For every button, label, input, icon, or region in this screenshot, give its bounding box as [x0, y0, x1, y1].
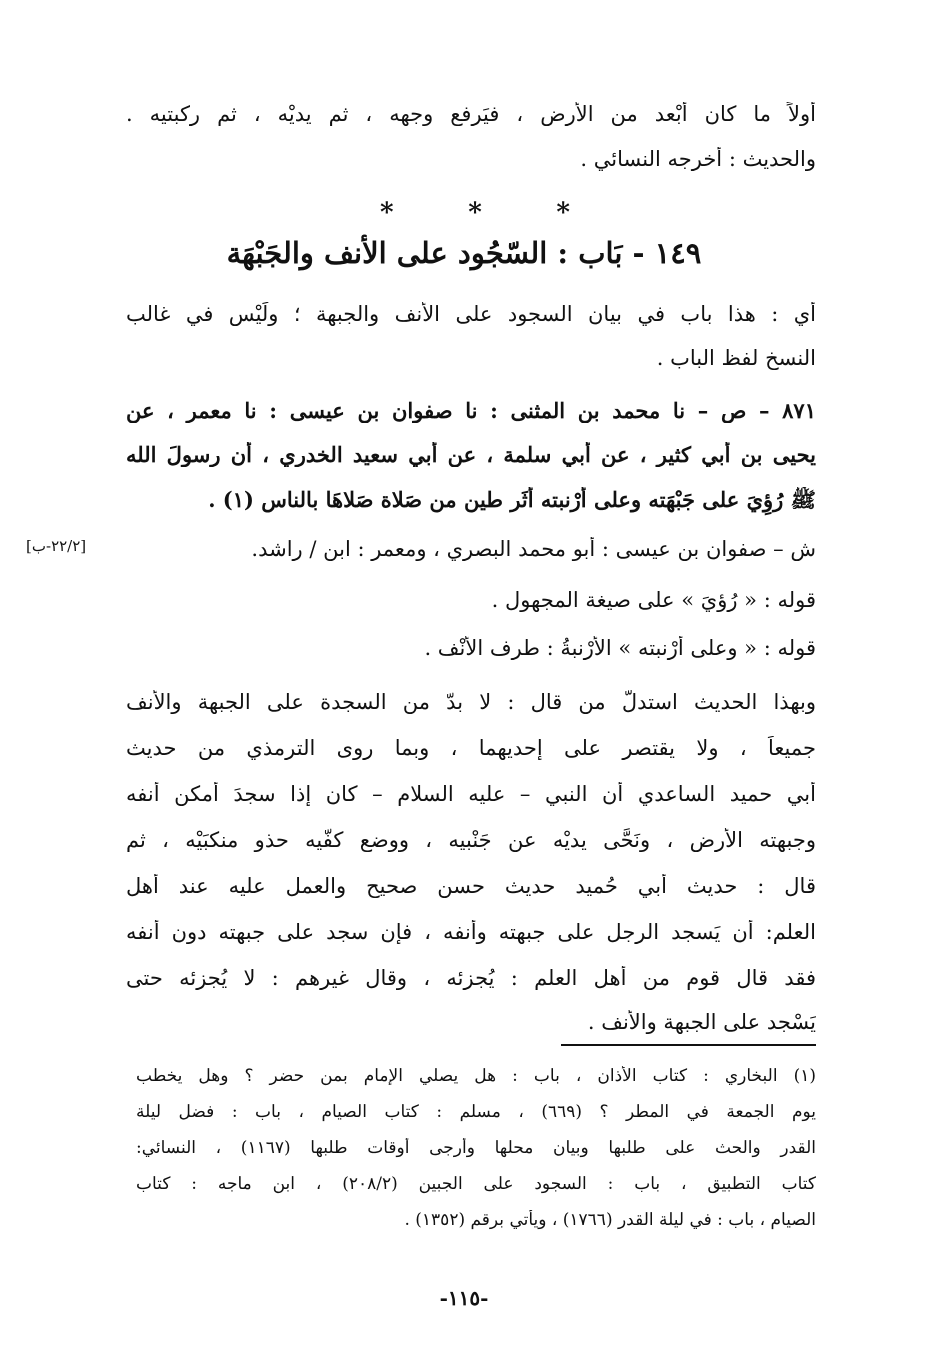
intro-line-1: أولاً ما كان أبْعد من الأرض ، فيَرفع وجهه ، ثم يديْه ، ثم ركبتيه .	[126, 102, 816, 126]
footnote-line-5: الصيام ، باب : في ليلة القدر (١٧٦٦) ، ويأتي برقم (١٣٥٢) .	[404, 1210, 816, 1230]
footnote-line-1: (١) البخاري : كتاب الأذان ، باب : هل يصلي الإمام بمن حضر ؟ وهل يخطب	[136, 1066, 816, 1086]
discussion-line-7: فقد قال قوم من أهل العلم : يُجزئه ، وقال غيرهم : لا يُجزئه حتى	[126, 966, 816, 990]
page-number: -١١٥-	[439, 1286, 489, 1310]
discussion-line-5: قال : حديث أبي حُميد حديث حسن صحيح والعمل عليه عند أهل	[126, 874, 816, 898]
discussion-line-3: أبي حميد الساعدي أن النبي – عليه السلام – كان إذا سجدَ أمكن أنفه	[126, 782, 816, 806]
intro-line-2: والحديث : أخرجه النسائي .	[580, 147, 816, 171]
section-separator	[380, 198, 570, 228]
discussion-line-2: جميعاً ، ولا يقتصر على إحديهما ، وبما روى الترمذي من حديث	[126, 736, 816, 760]
discussion-line-4: وجبهته الأرض ، ونَحَّى يديْه عن جَنْبيه ، ووضع كفّيه حذو منكبَيْه ، ثم	[126, 828, 816, 852]
footnote-line-3: القدر والحث على طلبها وبيان محلها وأرجى أوقات طلبها (١١٦٧) ، النسائي:	[136, 1138, 816, 1158]
footnote-line-4: كتاب التطبيق ، باب : السجود على الجبين (٢٠٨/٢) ، ابن ماجه : كتاب	[136, 1174, 816, 1194]
discussion-line-8: يَسْجد على الجبهة والأنف .	[587, 1010, 816, 1034]
explanation-line-2: النسخ لفظ الباب .	[656, 346, 816, 370]
hadith-line-3: ﷺ رُؤِيَ على جَبْهَته وعلى أرْنبته أثَر طين من صَلاة صَلاهَا بالناس (١) .	[208, 487, 816, 512]
footnote-separator	[561, 1044, 816, 1046]
manuscript-folio-ref: [٢٢/٢-ب]	[26, 537, 87, 555]
footnote-line-2: يوم الجمعة في المطر ؟ (٦٦٩) ، مسلم : كتاب الصيام ، باب : فضل ليلة	[136, 1102, 816, 1122]
hadith-line-1: ٨٧١ – ص – نا محمد بن المثنى : نا صفوان بن عيسى : نا معمر ، عن	[126, 398, 816, 423]
separator-star: *	[468, 198, 482, 228]
qawl-arnaba: قوله : « وعلى أرْنبته » الأرْنبةُ : طرف الأنْف .	[424, 636, 816, 660]
explanation-line-1: أي : هذا باب في بيان السجود على الأنف والجبهة ؛ ولَيْس في غالب	[126, 302, 816, 326]
separator-star: *	[556, 198, 570, 228]
qawl-roya: قوله : « رُؤيَ » على صيغة المجهول .	[491, 588, 816, 612]
hadith-line-2: يحيى بن أبي كثير ، عن أبي سلمة ، عن أبي سعيد الخدري ، أن رسولَ الله	[126, 442, 816, 467]
discussion-line-6: العلم: أن يَسجد الرجل على جبهته وأنفه ، فإن سجد على جبهته دون أنفه	[126, 920, 816, 944]
commentary-line-1: ش – صفوان بن عيسى : أبو محمد البصري ، ومعمر : ابن / راشد.	[251, 537, 816, 561]
chapter-heading: ١٤٩ - بَاب : السّجُود على الأنف والجَبْهَة	[226, 236, 702, 270]
separator-star: *	[380, 198, 394, 228]
discussion-line-1: وبهذا الحديث استدلّ من قال : لا بدّ من السجدة على الجبهة والأنف	[126, 690, 816, 714]
